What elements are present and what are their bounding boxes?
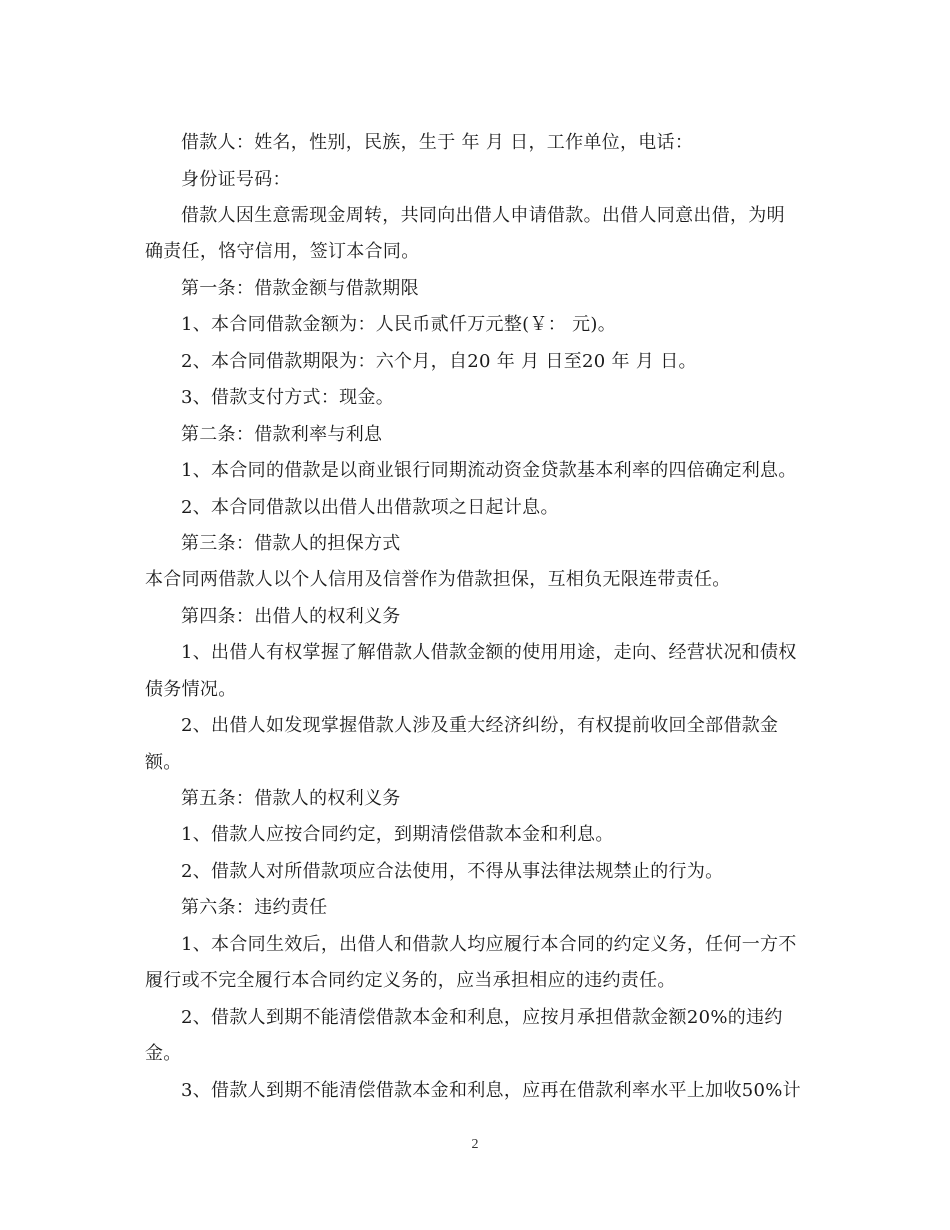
article-heading-6: 第六条：违约责任 [181,897,328,918]
id-number-line: 身份证号码： [181,169,291,190]
clause-line: 2、本合同借款以出借人出借款项之日起计息。 [181,497,559,518]
page-number: 2 [471,1137,479,1152]
clause-line: 1、本合同的借款是以商业银行同期流动资金贷款基本利率的四倍确定利息。 [181,460,797,481]
clause-line: 本合同两借款人以个人信用及信誉作为借款担保，互相负无限连带责任。 [145,569,731,590]
clause-line: 1、借款人应按合同约定，到期清偿借款本金和利息。 [181,824,614,845]
clause-line: 2、借款人到期不能清偿借款本金和利息，应按月承担借款金额20%的违约 [181,1007,783,1028]
clause-line: 2、借款人对所借款项应合法使用，不得从事法律法规禁止的行为。 [181,861,724,882]
article-heading-2: 第二条：借款利率与利息 [181,424,383,445]
clause-line-continued: 额。 [145,752,182,773]
clause-line-continued: 金。 [145,1043,182,1064]
clause-line-continued: 债务情况。 [145,679,237,700]
clause-line: 1、本合同借款金额为：人民币贰仟万元整(￥： 元)。 [181,314,617,335]
paragraph-line: 借款人因生意需现金周转，共同向出借人申请借款。出借人同意出借，为明 [181,205,785,226]
clause-line-continued: 履行或不完全履行本合同约定义务的，应当承担相应的违约责任。 [145,970,676,991]
clause-line: 1、出借人有权掌握了解借款人借款金额的使用用途，走向、经营状况和债权 [181,642,797,663]
article-heading-5: 第五条：借款人的权利义务 [181,788,401,809]
paragraph-line: 确责任，恪守信用，签订本合同。 [145,241,420,262]
clause-line: 3、借款支付方式：现金。 [181,387,395,408]
clause-line: 3、借款人到期不能清偿借款本金和利息，应再在借款利率水平上加收50%计 [181,1080,801,1101]
borrower-info-line: 借款人：姓名，性别，民族，生于 年 月 日，工作单位，电话： [181,132,694,153]
article-heading-4: 第四条：出借人的权利义务 [181,606,401,627]
article-heading-1: 第一条：借款金额与借款期限 [181,278,419,299]
clause-line: 1、本合同生效后，出借人和借款人均应履行本合同的约定义务，任何一方不 [181,934,797,955]
clause-line: 2、出借人如发现掌握借款人涉及重大经济纠纷，有权提前收回全部借款金 [181,715,779,736]
clause-line: 2、本合同借款期限为：六个月，自20 年 月 日至20 年 月 日。 [181,351,697,372]
article-heading-3: 第三条：借款人的担保方式 [181,533,401,554]
